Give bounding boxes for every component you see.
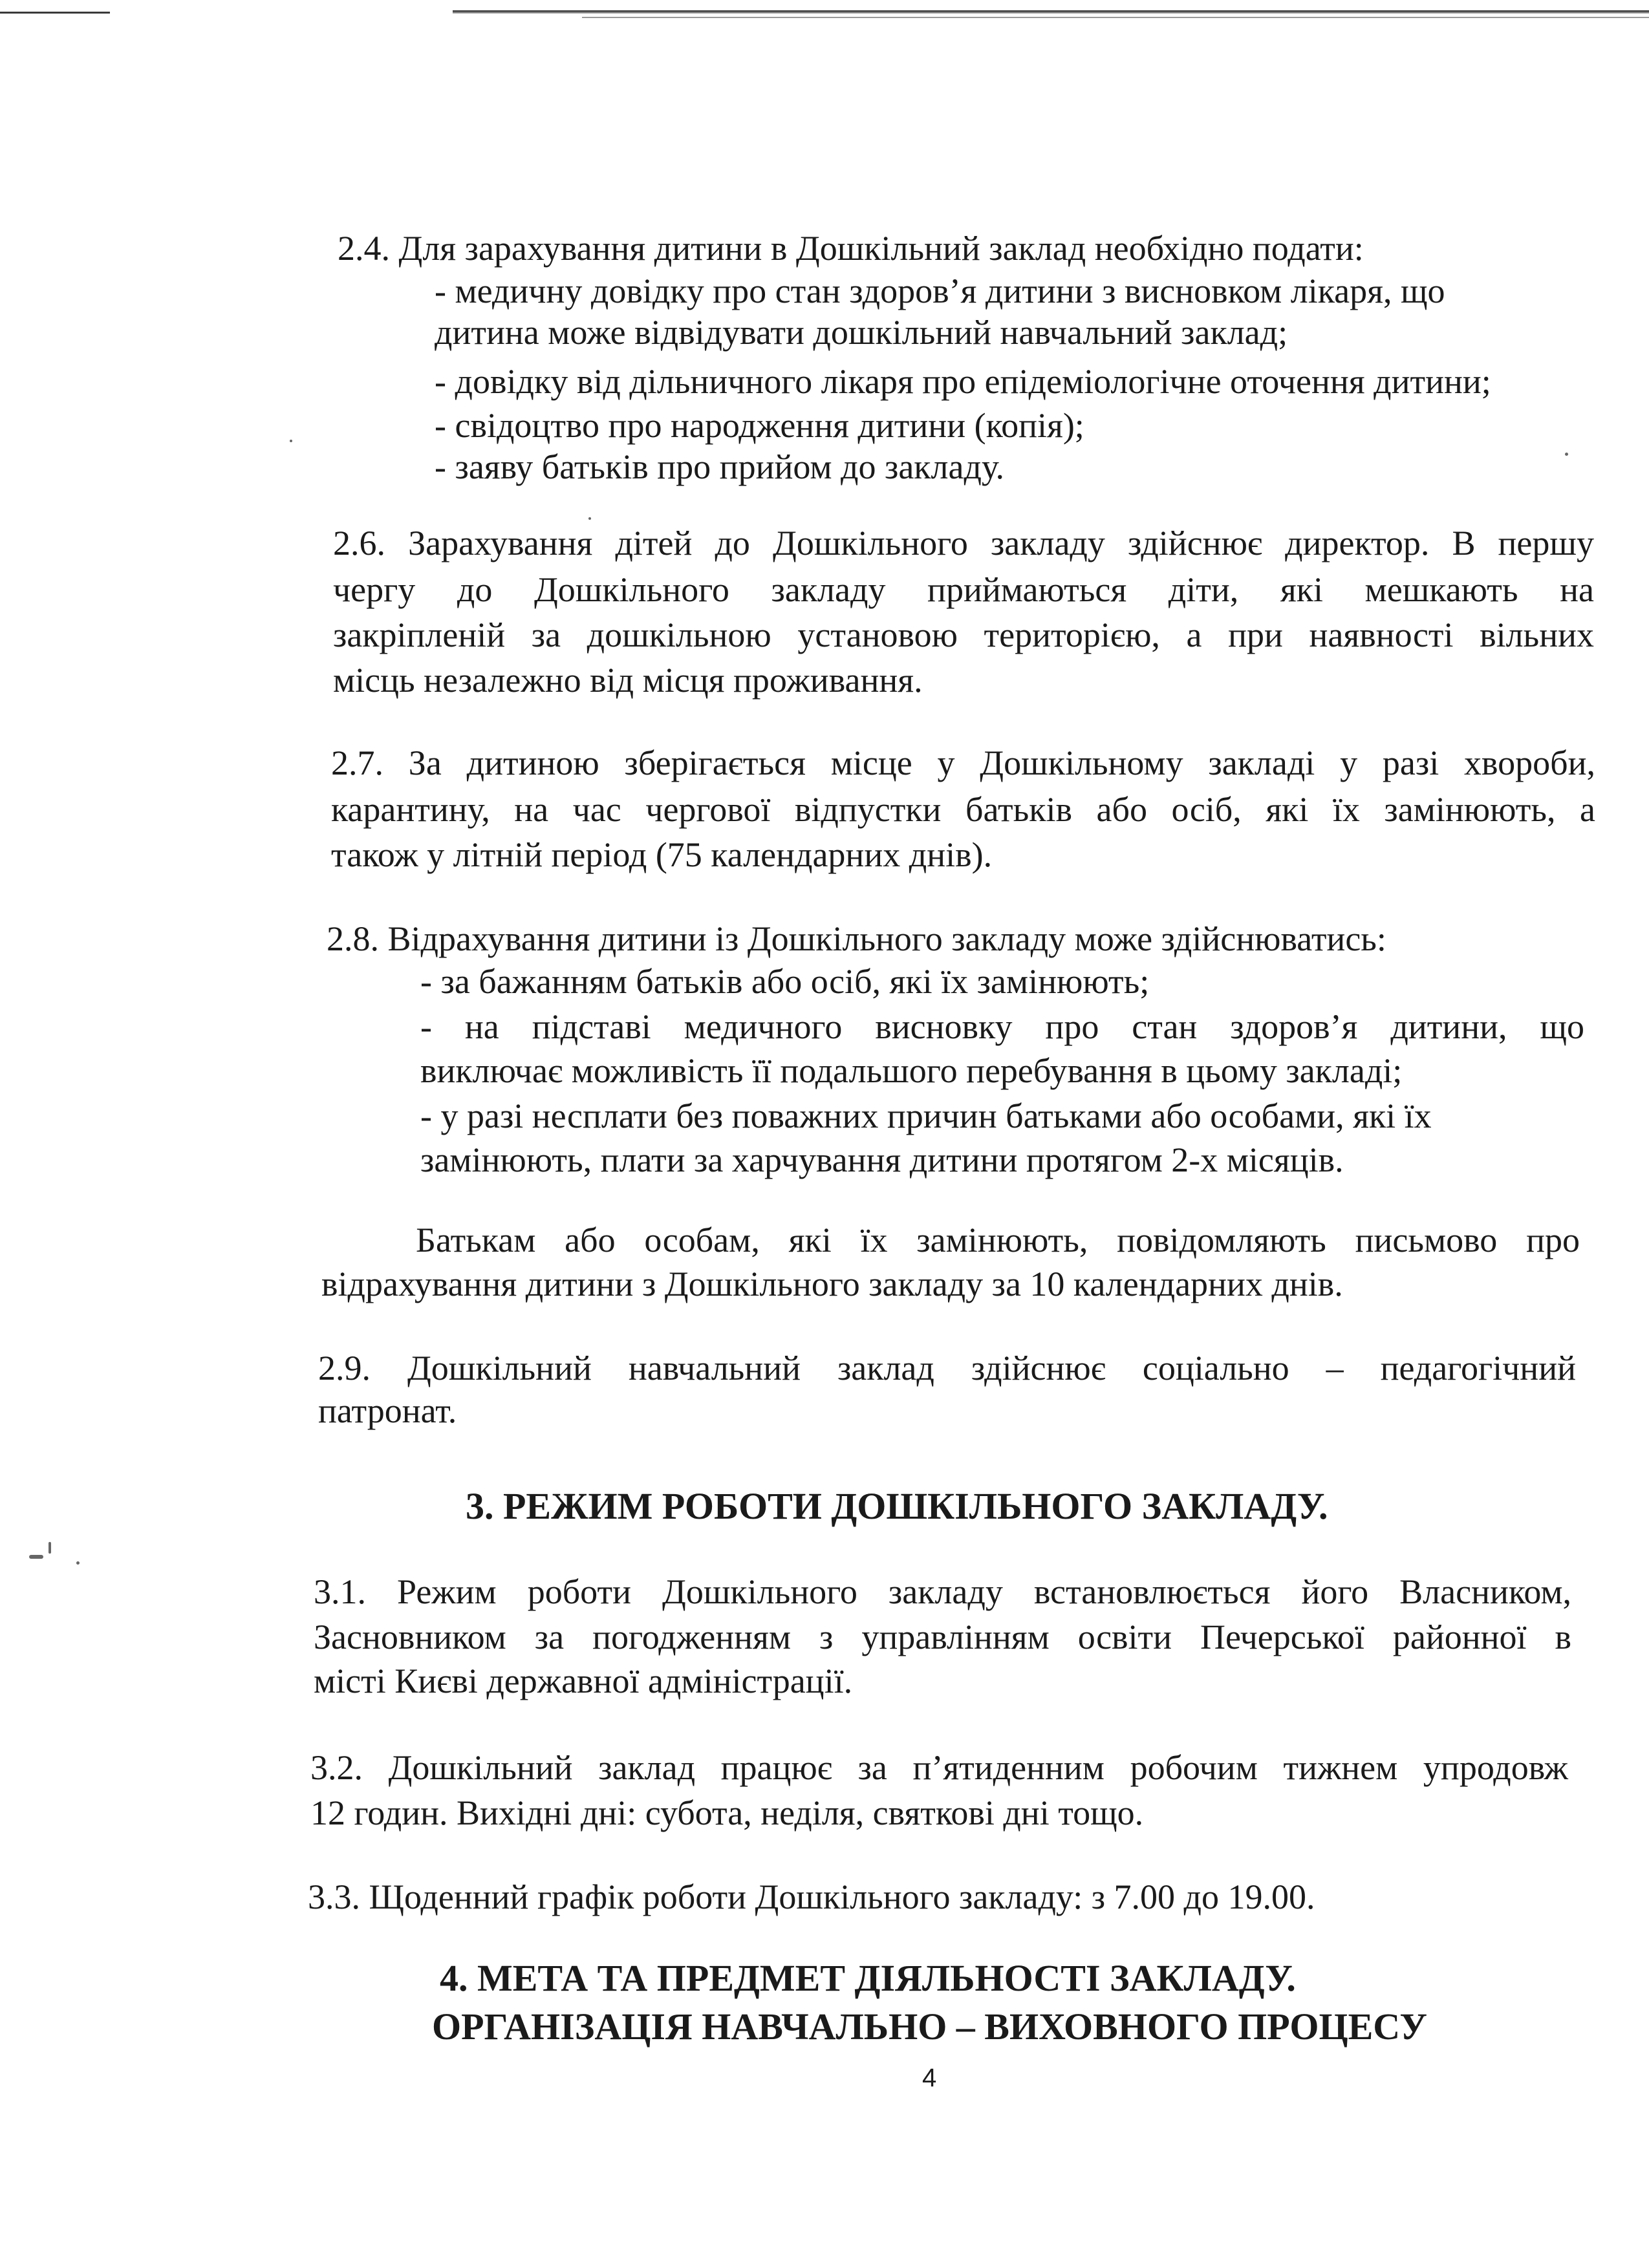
scan-speck [1565,453,1568,456]
scan-artifact-line [582,17,1649,18]
paragraph-2-8-notice-line-1: Батькам або особам, які їх замінюють, повідомляють письмово про [416,1221,1580,1259]
paragraph-2-9-line-2: патронат. [318,1391,457,1430]
paragraph-2-4-item-1-line-2: дитина може відвідувати дошкільний навчальний заклад; [435,313,1288,352]
scan-speck [588,517,591,520]
paragraph-2-6-line-3: закріпленій за дошкільною установою територією, а при наявності вільних [333,615,1594,654]
paragraph-2-8-item-2-line-1: - на підставі медичного висновку про стан здоров’я дитини, що [420,1007,1584,1046]
section-4-heading-line-1: 4. МЕТА ТА ПРЕДМЕТ ДІЯЛЬНОСТІ ЗАКЛАДУ. [440,1957,1296,1999]
section-4-heading-line-2: ОРГАНІЗАЦІЯ НАВЧАЛЬНО – ВИХОВНОГО ПРОЦЕСУ [432,2006,1427,2048]
paragraph-3-2-line-1: 3.2. Дошкільний заклад працює за п’ятиденним робочим тижнем упродовж [310,1748,1568,1787]
paragraph-3-3: 3.3. Щоденний графік роботи Дошкільного закладу: з 7.00 до 19.00. [308,1878,1315,1916]
scan-speck [29,1555,43,1559]
section-3-heading: 3. РЕЖИМ РОБОТИ ДОШКІЛЬНОГО ЗАКЛАДУ. [466,1485,1328,1527]
paragraph-2-4-item-3: - свідоцтво про народження дитини (копія); [435,406,1084,445]
paragraph-2-7-line-2: карантину, на час чергової відпустки батьків або осіб, які їх замінюють, а [331,790,1595,829]
paragraph-3-1-line-3: місті Києві державної адміністрації. [314,1662,853,1700]
paragraph-2-7-line-3: також у літній період (75 календарних днів). [331,835,993,874]
paragraph-2-6-line-2: чергу до Дошкільного закладу приймаються діти, які мешкають на [333,570,1594,609]
paragraph-2-4-item-1-line-1: - медичну довідку про стан здоров’я дитини з висновком лікаря, що [435,272,1445,310]
paragraph-2-4-title: 2.4. Для зарахування дитини в Дошкільний заклад необхідно подати: [338,229,1364,268]
paragraph-2-4-item-2: - довідку від дільничного лікаря про епідеміологічне оточення дитини; [435,362,1491,401]
paragraph-2-8-item-2-line-2: виключає можливість її подальшого перебування в цьому закладі; [420,1051,1403,1090]
scan-artifact-line [0,12,110,14]
paragraph-2-8-item-1: - за бажанням батьків або осіб, які їх замінюють; [420,962,1150,1001]
page-number: 4 [922,2064,937,2092]
paragraph-2-8-notice-line-2: відрахування дитини з Дошкільного закладу за 10 календарних днів. [321,1265,1343,1303]
paragraph-3-1-line-2: Засновником за погодженням з управлінням освіти Печерської районної в [314,1618,1571,1656]
scan-artifact-line [453,10,1649,14]
paragraph-2-8-item-3-line-1: - у разі несплати без поважних причин батьками або особами, які їх [420,1097,1432,1135]
paragraph-2-6-line-1: 2.6. Зарахування дітей до Дошкільного закладу здійснює директор. В першу [333,524,1594,562]
paragraph-2-8-item-3-line-2: замінюють, плати за харчування дитини протягом 2-х місяців. [420,1140,1344,1179]
paragraph-3-2-line-2: 12 годин. Вихідні дні: субота, неділя, святкові дні тощо. [310,1793,1144,1832]
paragraph-2-7-line-1: 2.7. За дитиною зберігається місце у Дошкільному закладі у разі хвороби, [331,744,1595,782]
paragraph-2-8-title: 2.8. Відрахування дитини із Дошкільного закладу може здійснюватись: [327,919,1386,958]
paragraph-2-9-line-1: 2.9. Дошкільний навчальний заклад здійснює соціально – педагогічний [318,1349,1576,1387]
scan-speck [48,1542,51,1554]
scan-speck [76,1561,80,1565]
paragraph-2-4-item-4: - заяву батьків про прийом до закладу. [435,447,1005,486]
scan-speck [290,440,292,442]
paragraph-3-1-line-1: 3.1. Режим роботи Дошкільного закладу встановлюється його Власником, [314,1572,1571,1611]
paragraph-2-6-line-4: місць незалежно від місця проживання. [333,661,923,700]
